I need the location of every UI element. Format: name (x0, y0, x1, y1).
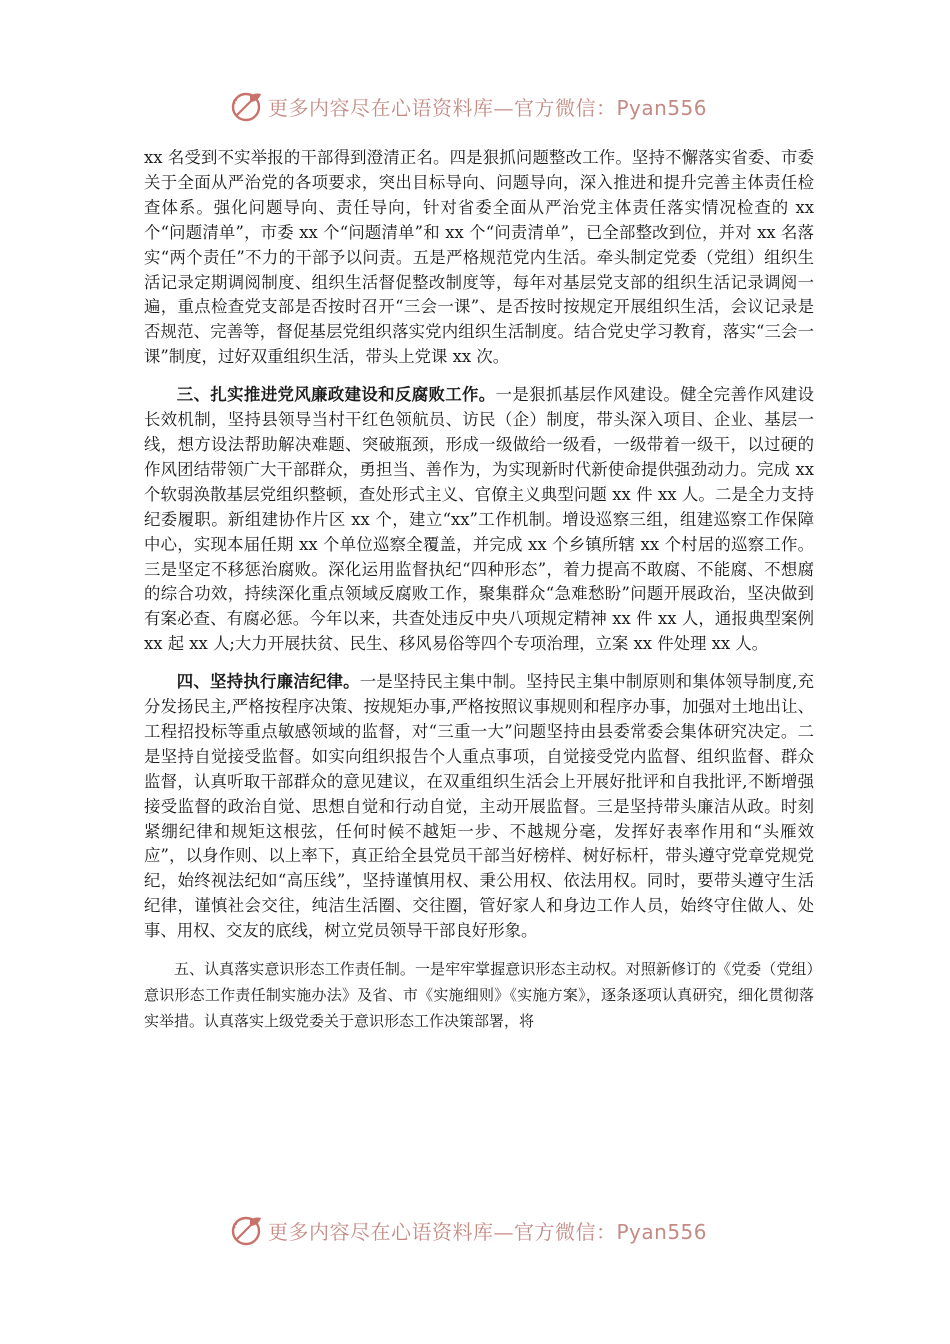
banner-text: 更多内容尽在心语资料库—官方微信：Pyan556 (268, 1219, 708, 1244)
header-banner (228, 86, 728, 126)
footer-banner (228, 1210, 728, 1250)
wechat-id: Pyan556 (616, 95, 708, 120)
scroll-quill-logo-icon (228, 1212, 264, 1248)
paragraph-2: 三、扎实推进党风廉政建设和反腐败工作。一是狠抓基层作风建设。健全完善作风建设长效机制，坚持县领导当村干红色领航员、访民（企）制度，带头深入项目、企业、基层一线，想方设法帮助解决难题、突破瓶颈，形成一级做给一级看，一级带着一级干，以过硬的作风团结带领广大干部群众，勇担当、善作为，为实现新时代新使命提供强劲动力。完成 xx 个软弱涣散基层党组织整顿，查处形式主义、官僚主义典型问题 xx 件 xx 人。二是全力支持纪委履职。新组建协作片区 xx 个，建立“xx”工作机制。增设巡察三组，组建巡察工作保障中心，实现本届任期 xx 个单位巡察全覆盖，并完成 xx 个乡镇所辖 xx 个村居的巡察工作。三是坚定不移惩治腐败。深化运用监督执纪“四种形态”，着力提高不敢腐、不能腐、不想腐的综合功效，持续深化重点领域反腐败工作，聚集群众“急难愁盼”问题开展政治，坚决做到有案必查、有腐必惩。今年以来，共查处违反中央八项规定精神 xx 件 xx 人，通报典型案例 xx 起 xx 人;大力开展扶贫、民生、移风易俗等四个专项治理，立案 xx 件处理 xx 人。 (144, 385, 815, 654)
paragraph-4: 五、认真落实意识形态工作责任制。一是牢牢掌握意识形态主动权。对照新修订的《党委（党组）意识形态工作责任制实施办法》及省、市《实施细则》《实施方案》，逐条逐项认真研究，细化贯彻落实举措。认真落实上级党委关于意识形态工作决策部署，将 (144, 960, 814, 1031)
wechat-id: Pyan556 (616, 1219, 708, 1244)
section-heading-4: 四、坚持执行廉洁纪律。 (176, 672, 360, 692)
paragraph-1: xx 名受到不实举报的干部得到澄清正名。四是狠抓问题整改工作。坚持不懈落实省委、市委关于全面从严治党的各项要求，突出目标导向、问题导向，深入推进和提升完善主体责任检查体系。强化问题导向、责任导向，针对省委全面从严治党主体责任落实情况检查的 xx 个“问题清单”，市委 xx 个“问题清单”和 xx 个“问责清单”，已全部整改到位，并对 xx 名落实“两个责任”不力的干部予以问责。五是严格规范党内生活。牵头制定党委（党组）组织生活记录定期调阅制度、组织生活督促整改制度等，每年对基层党支部的组织生活记录调阅一遍，重点检查党支部是否按时召开“三会一课”、是否按时按规定开展组织生活，会议记录是否规范、完善等，督促基层党组织落实党内组织生活制度。结合党史学习教育，落实“三会一课”制度，过好双重组织生活，带头上党课 xx 次。 (144, 148, 814, 367)
scroll-quill-logo-icon (228, 88, 264, 124)
body-text (144, 146, 814, 1034)
paragraph-3: 四、坚持执行廉洁纪律。一是坚持民主集中制。坚持民主集中制原则和集体领导制度,充分发扬民主,严格按程序决策、按规矩办事,严格按照议事规则和程序办事，加强对土地出让、工程招投标等重点敏感领域的监督，对“三重一大”问题坚持由县委常委会集体研究决定。二是坚持自觉接受监督。如实向组织报告个人重点事项，自觉接受党内监督、组织监督、群众监督，认真听取干部群众的意见建议，在双重组织生活会上开展好批评和自我批评,不断增强接受监督的政治自觉、思想自觉和行动自觉，主动开展监督。三是坚持带头廉洁从政。时刻紧绷纪律和规矩这根弦，任何时候不越矩一步、不越规分毫，发挥好表率作用和“头雁效应”，以身作则、以上率下，真正给全县党员干部当好榜样、树好标杆，带头遵守党章党规党纪，始终视法纪如“高压线”，坚持谨慎用权、秉公用权、依法用权。同时，要带头遵守生活纪律，谨慎社会交往，纯洁生活圈、交往圈，管好家人和身边工作人员，始终守住做人、处事、用权、交友的底线，树立党员领导干部良好形象。 (144, 672, 815, 941)
banner-text: 更多内容尽在心语资料库—官方微信：Pyan556 (268, 95, 708, 120)
section-heading-3: 三、扎实推进党风廉政建设和反腐败工作。 (176, 385, 496, 405)
